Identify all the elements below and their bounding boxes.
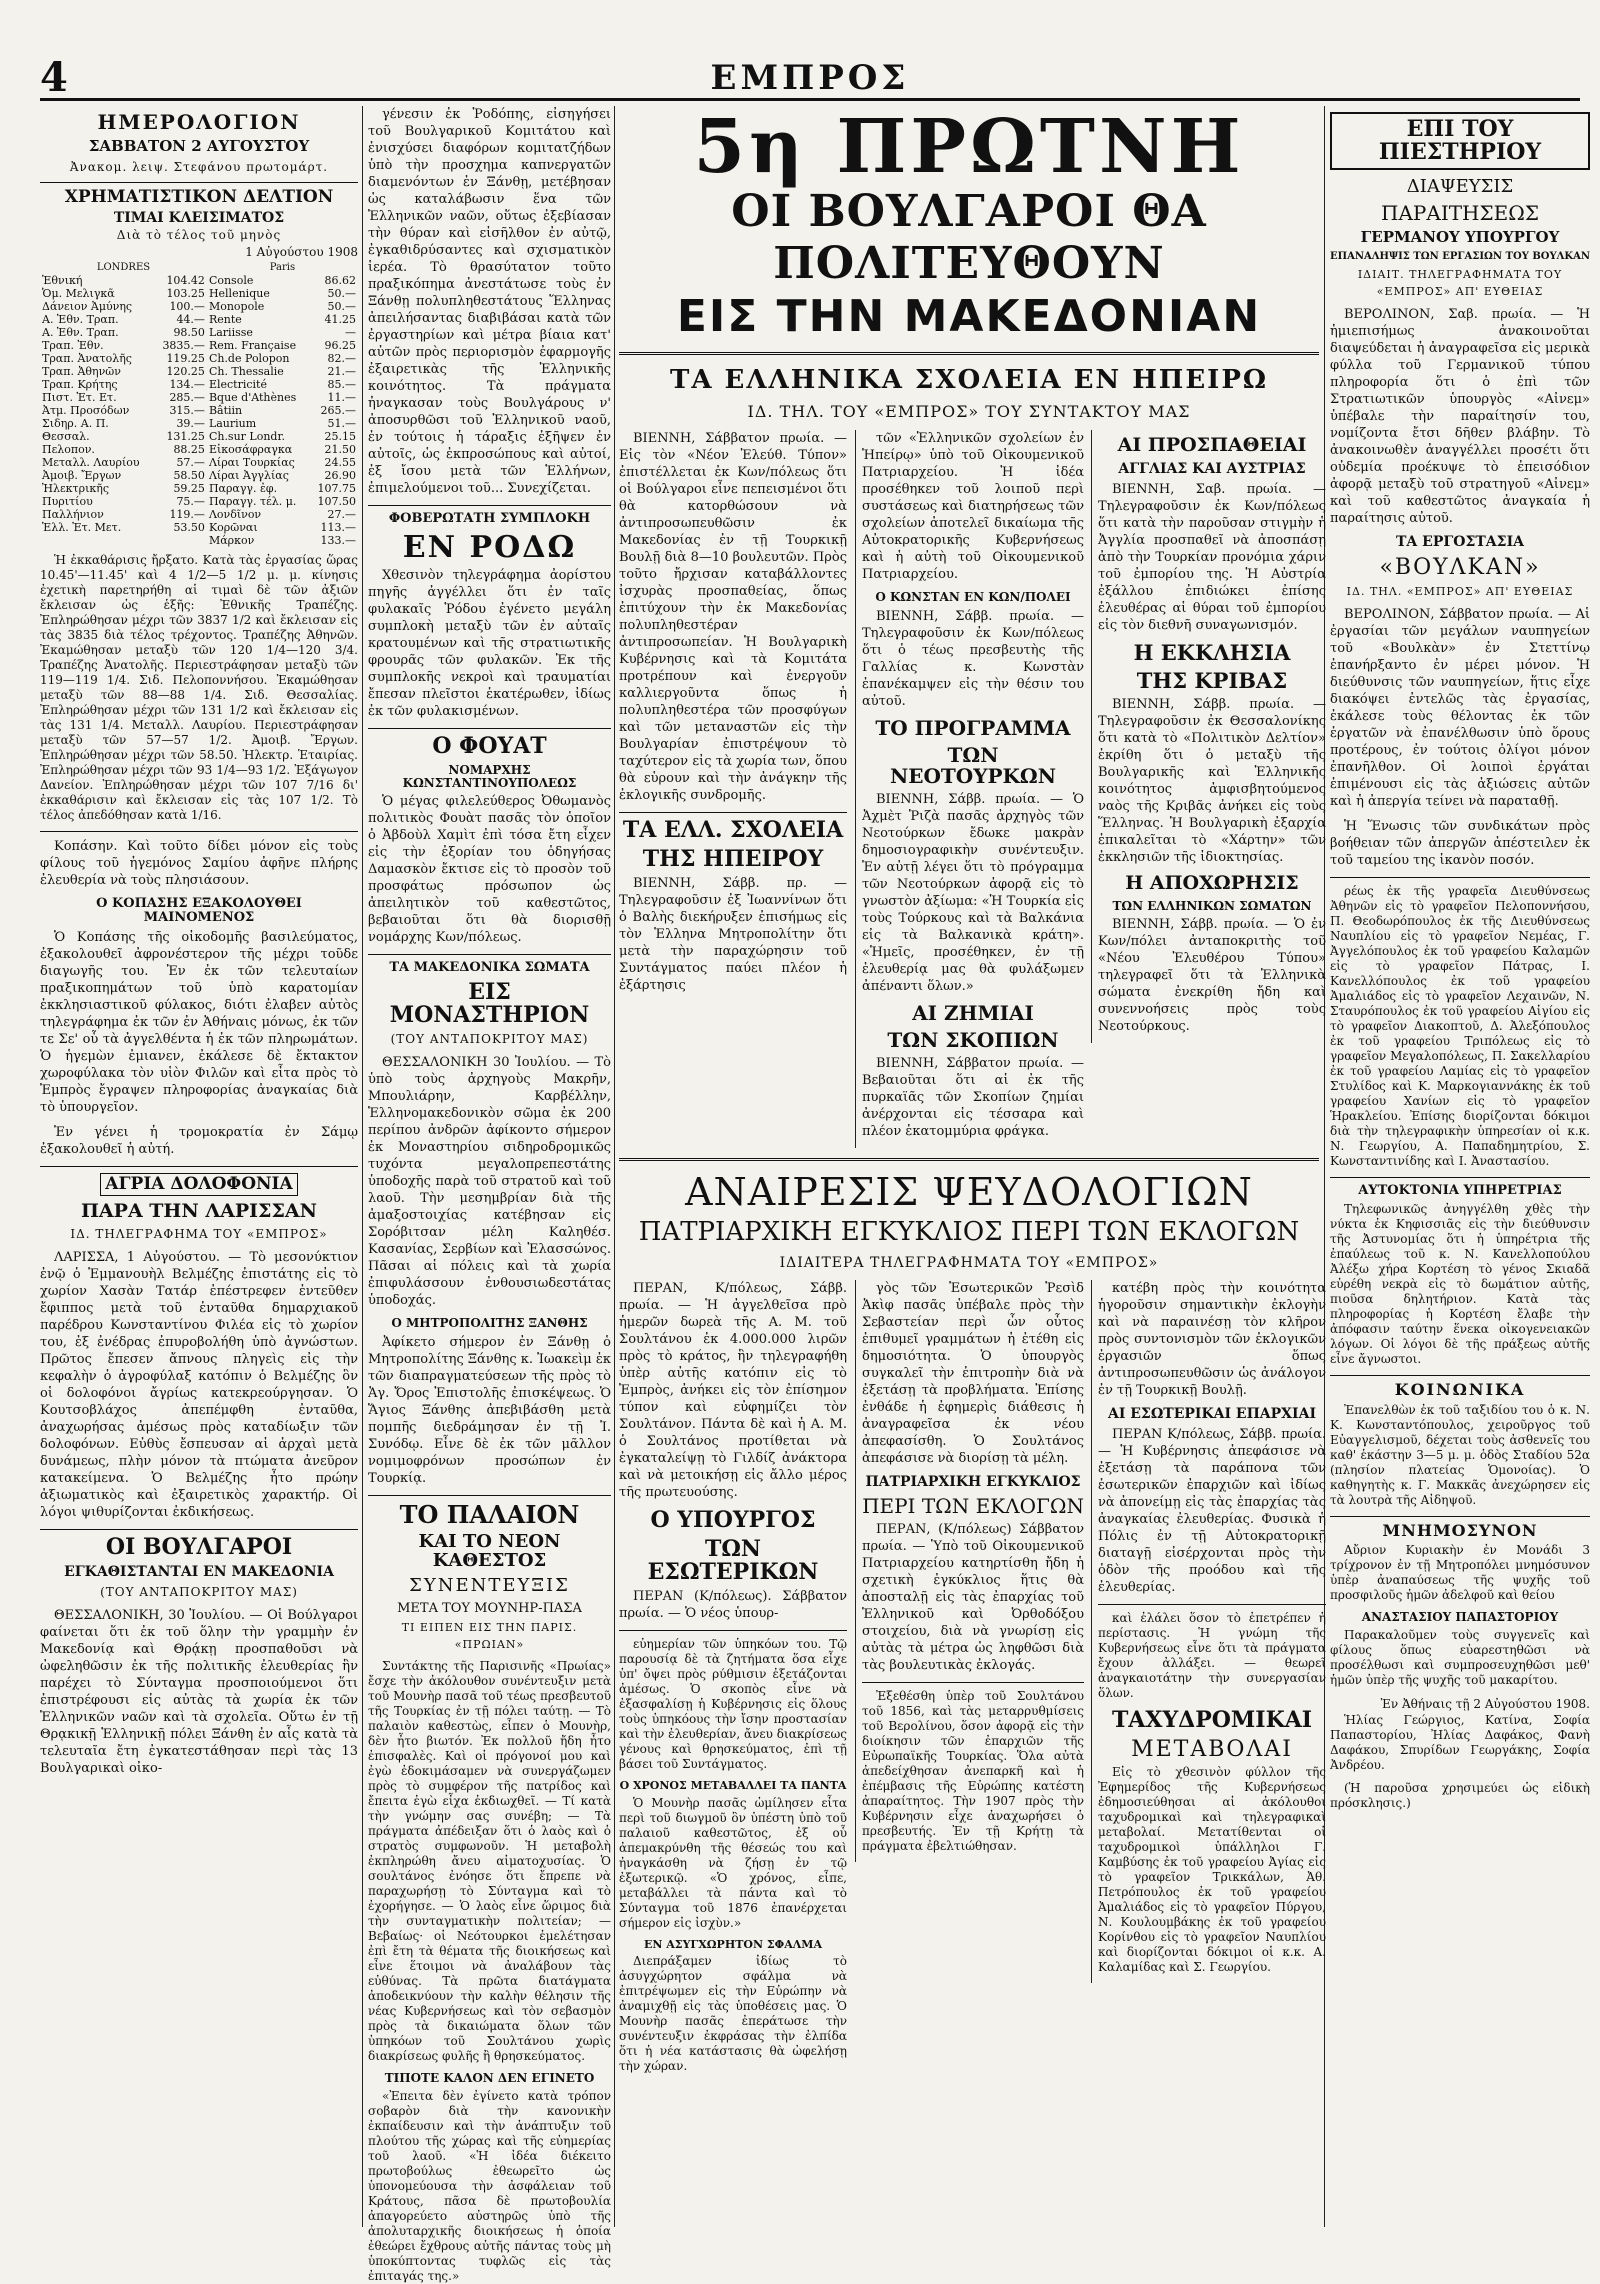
schools-continuation: τῶν «Ἑλληνικῶν σχολείων ἐν Ἠπείρῳ» ὑπὸ τοῦ Οἰκουμενικοῦ Πατριαρχείου. Ἡ ἰδέα προσέθηκεν τοῦ λοιποῦ περὶ συστάσεως καὶ διατηρήσεως τῶν σχολείων ἀποτελεῖ δικαίωμα τῆς Αὐτοκρατορικῆς Κυβερνήσεως καὶ ἡ αὐτὴ τοῦ Οἰκουμενικοῦ Πατριαρχείου.	[862, 431, 1084, 582]
divider	[1330, 1177, 1590, 1178]
market-security: Εἰκοσάφραγκα	[208, 443, 293, 457]
interview-text: Συντάκτης τῆς Παρισινῆς «Πρωίας» ἔσχε τὴν ἀκόλουθον συνέντευξιν μετὰ τοῦ Μουνὴρ πασᾶ τοῦ τέως πρεσβευτοῦ τῆς Τουρκίας ἐν τῇ πόλει ταύτῃ. — Τὸ παλαιὸν καθεστὼς, εἶπεν ὁ Μουνὴρ, δὲν ἦτο βιωτόν. Ἐκ πολλοῦ ἤδη ἦτο ἐπισφαλὲς. Καὶ οἱ πρόγονοί μου καὶ ἐγὼ ἐδοκιμάσαμεν νὰ συνεργάζωμεν πρὸς τὸ συμφέρον τῆς πατρίδος καὶ ἔπειτα ἐγὼ εἶχα ἐκδιωχθεῖ. — Τί κατὰ τὴν γνώμην σας συνέβη; — Τὰ πράγματα ἀπέδειξαν ὅτι ὁ λαὸς καὶ ὁ στρατὸς συμφωνοῦν. Ἡ μεταβολὴ ἐκπληρώθη ἄνευ αἱματοχυσίας. Ὁ σουλτάνος ἐνόησε ὅτι ἔπρεπε νὰ παραχωρήσῃ τὸ Σύνταγμα καὶ τὸ ἐχορήγησε. — Ὁ λαὸς εἶνε ὥριμος διὰ τὴν συνταγματικὴν πολιτείαν; — Βεβαίως· οἱ Νεότουρκοι ἐμελέτησαν ἐπὶ ἔτη τὰ θέματα τῆς διοικήσεως καὶ εἶνε ἕτοιμοι νὰ ἀναλάβουν τὰς εὐθύνας. Τὰ πρῶτα διατάγματα ἀποδεικνύουν τὴν καλὴν θέλησιν τῆς νέας Κυβερνήσεως καὶ τὸν σεβασμὸν πρὸς τὰ δικαιώματα ὅλων τῶν ὑπηκόων τοῦ Σουλτάνου χωρὶς διακρίσεως φυλῆς ἢ θρησκεύματος.	[368, 1659, 611, 2064]
market-price: 98.50	[173, 326, 205, 340]
market-security: Παραγγ. ἐφ.	[208, 482, 278, 496]
market-row	[40, 300, 358, 313]
time-changes-text: Ὁ Μουνὴρ πασᾶς ὡμίλησεν εἶτα περὶ τοῦ διωγμοῦ ὃν ὑπέστη ὑπὸ τοῦ παλαιοῦ καθεστῶτος, ἐξ οὗ ἀπεμακρύνθη τῆς θέσεώς του καὶ ἠναγκάσθη νὰ ζήσῃ ἐν τῷ ἐξωτερικῷ. «Ὁ χρόνος, εἶπε, μεταβάλλει τὰ πάντα καὶ τὸ Σύνταγμα τοῦ 1876 ἐπανέρχεται σήμερον εἰς ἰσχὺν.»	[619, 1795, 847, 1930]
fouat-text: Ὁ μέγας φιλελεύθερος Ὀθωμανὸς πολιτικὸς Φουὰτ πασᾶς τὸν ὁποῖον ὁ Ἀβδοὺλ Χαμὶτ ἐπὶ τόσα ἔτη εἶχεν εἰς τὴν ἐξορίαν του ὁδηγήσας Δαμασκὸν ἔκτισε εἰς τὸ προσὸν τοῦ προσφάτως πρόσωπον ὡς ἀπειλητικὸν τοῦ καθεστῶτος, βεβαιοῦται ὅτι θὰ διορισθῇ νομάρχης Κων/πόλεως.	[368, 794, 611, 946]
market-row	[40, 469, 358, 482]
vienna-text: ΒΙΕΝΝΗ, Σάββατον πρωία. — Εἰς τὸν «Νέον Ἐλεύθ. Τύπον» ἐπιστέλλεται ἐκ Κων/πόλεως ὅτι οἱ Βούλγαροι εἶνε πεπεισμένοι ὅτι θὰ κατορθώσουν νὰ ἀντιπροσωπευθῶσιν ἐκ Μακεδονίας ἐν τῇ Τουρκικῇ Βουλῇ διὰ 8—10 βουλευτῶν. Πρὸς τοῦτο ἤρχισαν καταβάλλοντες ἰσχυρὰς προσπαθείας, ὅπως ἐπιτύχουν τὴν ἐκ Μακεδονίας πολυπληθεστέραν ἀντιπροσωπείαν. Ἡ Βουλγαρικὴ Κυβέρνησις καὶ τὰ Κομιτάτα προτρέπουν καὶ ἐνεργοῦν καλλιεργοῦντα ὅπως ἡ πολυπληθεστέρα τῶν προσφύγων καὶ τῶν μεταναστῶν εἰς τὴν Βουλγαρίαν ἐπιστρέψουν τὸ ταχύτερον εἰς τὰ χωρία των, ὅπου θὰ εὑρουν καὶ τὴν ἀνάγκην τῆς ἐκλογικῆς συνδρομῆς.	[619, 431, 847, 803]
regime-title-2: ΚΑΙ ΤΟ ΝΕΟΝ ΚΑΘΕΣΤΟΣ	[418, 1531, 561, 1571]
kopani-end: Ἐν γένει ἡ τρομοκρατία ἐν Σάμῳ ἐξακολουθεῖ ἡ αὐτή.	[40, 1124, 358, 1157]
divider	[862, 1682, 1084, 1683]
newspaper-title: ΕΜΠΡΟΣ	[710, 58, 910, 98]
bulgarians-text: ΘΕΣΣΑΛΟΝΙΚΗ, 30 Ἰουλίου. — Οἱ Βούλγαροι φαίνεται ὅτι ἐκ τοῦ ὅλην τὴν γραμμὴν ἐν Μακεδονίᾳ καὶ Θρᾴκῃ προσπαθοῦσι νὰ ὠφεληθῶσιν ἐκ τῆς πολιτικῆς ἐλευθερίας ἣν παρέχει τὸ Σύνταγμα προσποιούμενοι ὅτι ἐπιστρέφουσι εἰς αὐτὰς τὰ χωρία ἐκ τῶν Ἑλληνικῶν ναῶν καὶ τὰ σχολεῖα. Οὕτω ἐν τῇ Θρᾳκικῇ Ἑλληνικῇ πόλει Ξάνθη ἐν αἷς κατὰ τὰ τελευταῖα ἔτη ἐγκατεστάθησαν περὶ τὰς 13 Βουλγαρικαὶ οἰκο-	[40, 1608, 358, 1777]
market-security: Τραπ. Κρήτης	[42, 378, 118, 392]
larisa-title-2: ΠΑΡΑ ΤΗΝ ΛΑΡΙΣΣΑΝ	[80, 1200, 318, 1223]
divider	[40, 1529, 358, 1530]
provinces-title: ΑΙ ΕΣΩΤΕΡΙΚΑΙ ΕΠΑΡΧΙΑΙ	[1107, 1406, 1317, 1422]
monastir-title-2: ΕΙΣ ΜΟΝΑΣΤΗΡΙΟΝ	[389, 979, 590, 1029]
main-col-b	[855, 430, 1084, 1148]
social-title: ΚΟΙΝΩΝΙΚΑ	[1394, 1379, 1526, 1399]
market-price: 120.25	[166, 365, 205, 379]
market-price: 53.50	[173, 521, 205, 535]
main-headline: ΟΙ ΒΟΥΛΓΑΡΟΙ ΘΑ ΠΟΛΙΤΕΥΘΟΥΝ	[731, 186, 1207, 289]
withdrawal-title-2: ΤΩΝ ΕΛΛΗΝΙΚΩΝ ΣΩΜΑΤΩΝ	[1112, 898, 1312, 913]
divider	[619, 1158, 1319, 1161]
postal-text: Εἰς τὸ χθεσινὸν φύλλον τῆς Ἐφημερίδος τῆς Κυβερνήσεως ἐδημοσιεύθησαι αἱ ἀκόλουθοι ταχυδρομικαὶ καὶ τηλεγραφικαὶ μεταβολαί. Μετατίθενται οἱ ταχυδρομικοὶ ὑπάλληλοι Γ. Καμβύσης ἐκ τοῦ γραφείου Ἀγίας εἰς τὸ γραφεῖον Τρικκάλων, Ἀθ. Πετρόπουλος ἐκ τοῦ γραφείου Ἀμαλιάδος εἰς τὸ γραφεῖον Πύργου, Ν. Κουλουμβάκης ἐκ τοῦ γραφείου Κορίνθου εἰς τὸ γραφεῖον Ναυπλίου καὶ διορίζονται δόκιμοι οἱ κ.κ. Α. Καλαμίδας καὶ Σ. Γεωργίου.	[1098, 1764, 1326, 1974]
denial-title: ΔΙΑΨΕΥΣΙΣ	[1406, 176, 1514, 198]
divider	[619, 812, 847, 813]
peran-text-2: γὸς τῶν Ἐσωτερικῶν Ῥεσὶδ Ἀκὶφ πασᾶς ὑπέβαλε πρὸς τὴν Σεβαστείαν περὶ ὧν οὗτος ἐπιθυμεῖ γραμμάτων ἡ ἐτέθη εἰς δημοσιότητα. Ὁ ὑπουργὸς συγκαλεῖ τὴν ἐπιτροπὴν διὰ νὰ ἐξετάσῃ τὰ προβλήματα. Ἐπίσης ἐνθάδε ἡ ἐφημερὶς διάθεσις ἡ ἀναγραφεῖσα ἐκ νέου ἀπεφασίσθη. Ὁ Σουλτάνος ἀπεφάσισε νὰ διορίσῃ τὰ μέλη.	[862, 1281, 1084, 1466]
market-security: Ἑλλ. Ἐτ. Μετ.	[42, 521, 122, 535]
postal-title-2: ΜΕΤΑΒΟΛΑΙ	[1131, 1736, 1293, 1762]
berlin-text-1: ΒΕΡΟΛΙΝΟΝ, Σαβ. πρωία. — Ἡ ἡμιεπισήμως ἀνακοινοῦται διαψεύδεται ἡ ἀναγραφεῖσα εἰς μερικὰ φύλλα τοῦ Γερμανικοῦ τύπου πληροφορία ὅτι ὁ ἐπὶ τῶν Στρατιωτικῶν ὑπουργὸς «Αἰνεμ» ὑπέβαλε τὴν παραίτησίν του, νομίζοντα ἔτσι δῆθεν βλάβην. Τὸ ἀνακοινωθὲν ἀναγγέλλει προσέτι ὅτι οὐδεμία προέκυψε τὸ ἐπεισόδιον ἀφορᾷ μεταξὺ τοῦ στρατηγοῦ «Αἰνεμ» καὶ τοῦ καθεστῶτος ἀναγκαία ἡ παραίτησις αὐτοῦ.	[1330, 307, 1590, 527]
market-price: 3835.—	[162, 339, 205, 353]
market-security	[40, 534, 155, 547]
market-notes: Ἡ ἐκκαθάρισις ἤρξατο. Κατὰ τὰς ἐργασίας ὥρας 10.45'—11.45' καὶ 4 1/2—5 1/2 μ. μ. κίνησις ἐχετικὴ παρετηρήθη αἱ τιμαὶ δὲ τῶν ἀξιῶν ἔκλεισαν ὡς ἑξῆς: Ἐθνικῆς Τραπέζης. Ἐπληρώθησαν μέχρι τῶν 3837 1/2 καὶ ἔκλεισαν εἰς τὰς 3835 διὰ τέλος τρέχοντος. Τραπέζης Ἀθηνῶν. Ἐκαμώθησαν μεταξὺ τῶν 120 1/4—120 3/4. Τραπέζης Ἀνατολῆς. Περιεστράφησαν μεταξὺ τῶν 119—119 1/4. Σιδ. Πελοποννήσου. Ἐκαμώθησαν μεταξὺ τῶν 88—88 1/4. Σιδ. Θεσσαλίας. Ἐπληρώθησαν μέχρι τῶν 131 1/2 καὶ ἔκλεισαν εἰς τὰς 131 1/4. Μεταλλ. Λαυρίου. Περιεστράφησαν μεταξὺ τῶν 57—57 1/2. Ἀμοιβ. Ἔργων. Ἐπληρώθησαν μέχρι τῶν 58.50. Ἠλεκτρ. Ἑταιρίας. Ἐπληρώθησαν μέχρι τῶν 93 1/4—93 1/2. Ἐξάγωγον Δανείον. Ἐπληρώθησαν μέχρι τῶν 107 7/16 δι' ἐκκαθάρισιν καὶ ἔκλεισαν εἰς τὰς 107 1/2. Τὸ τέλος ἀπεδόθησαν κατὰ 1/16.	[40, 553, 358, 823]
market-security: Console	[208, 274, 254, 288]
divider	[40, 1166, 358, 1167]
market-security: Τραπ. Ἀθηνῶν	[42, 365, 121, 379]
efforts-title: ΑΙ ΠΡΟΣΠΑΘΕΙΑΙ	[1117, 434, 1307, 456]
program-title: ΤΟ ΠΡΟΓΡΑΜΜΑ	[875, 715, 1071, 740]
market-security: Τραπ. Ἀνατολῆς	[42, 352, 132, 366]
market-title: ΧΡΗΜΑΤΙΣΤΙΚΟΝ ΔΕΛΤΙΟΝ	[64, 186, 334, 207]
bulgarians-title-2: ΕΓΚΑΘΙΣΤΑΝΤΑΙ ΕΝ ΜΑΚΕΔΟΝΙΑ	[64, 1564, 334, 1581]
time-changes-title: Ο ΧΡΟΝΟΣ ΜΕΤΑΒΑΛΛΕΙ ΤΑ ΠΑΝΤΑ	[619, 1779, 847, 1793]
patriarchal-title-2: ΠΕΡΙ ΤΩΝ ΕΚΛΟΓΩΝ	[862, 1493, 1084, 1518]
market-security: Ch.de Polopon	[208, 352, 290, 366]
market-price: 315.—	[169, 404, 205, 418]
market-row	[40, 417, 358, 430]
market-price: 285.—	[169, 391, 205, 405]
factories-title: ΤΑ ΕΡΓΟΣΤΑΣΙΑ	[1396, 534, 1524, 551]
market-row	[40, 508, 358, 521]
market-price: 133.—	[320, 534, 356, 548]
calendar-title: ΗΜΕΡΟΛΟΓΙΟΝ	[97, 110, 301, 134]
market-security: Electricité	[208, 378, 267, 392]
divider	[368, 728, 611, 729]
market-security: Παραγγ. τέλ. μ.	[208, 495, 297, 509]
market-price: 50.—	[327, 287, 356, 301]
memorial-date: Ἐν Ἀθήναις τῇ 2 Αὐγούστου 1908.	[1380, 1696, 1590, 1711]
error-title: ΕΝ ΑΣΥΓΧΩΡΗΤΟΝ ΣΦΑΛΜΑ	[643, 1937, 823, 1951]
social-text: Ἐπανελθὼν ἐκ τοῦ ταξιδίου του ὁ κ. Ν. Κ. Κωνσταντόπουλος, χειροῦργος τοῦ Εὐαγγελισμοῦ, δέχεται τοὺς ἀσθενεῖς του καθ' ἑκάστην 3—5 μ. μ. ὁδὸς Σταδίου 52α (πλησίον πλατείας Ὁμονοίας). Ὁ καθηγητὴς κ. Γ. Μακκᾶς ἀνεχώρησεν εἰς τὰ λουτρὰ τῆς Αἰδηψοῦ.	[1330, 1402, 1590, 1507]
market-table	[40, 261, 358, 547]
regime-title: ΤΟ ΠΑΛΑΙΟΝ	[399, 1499, 580, 1529]
larisa-subtitle: ΙΔ. ΤΗΛΕΓΡΑΦΗΜΑ ΤΟΥ «ΕΜΠΡΟΣ»	[70, 1227, 328, 1242]
memorial-note: (Ἡ παροῦσα χρησιμεύει ὡς εἰδικὴ πρόσκλησις.)	[1330, 1780, 1590, 1810]
market-price: 24.55	[324, 456, 356, 470]
market-row	[40, 326, 358, 339]
xanthi-metropolitan-title: Ο ΜΗΤΡΟΠΟΛΙΤΗΣ ΞΑΝΘΗΣ	[391, 1316, 588, 1331]
kriva-title-2: ΤΗΣ ΚΡΙΒΑΣ	[1136, 667, 1288, 693]
top-headline: 5η ΠΡΩΤΝΗ	[693, 104, 1245, 190]
market-security: Ch.sur Londr.	[208, 430, 286, 444]
memorial-title: ΜΝΗΜΟΣΥΝΟΝ	[1382, 1520, 1538, 1540]
market-security: Monopole	[208, 300, 265, 314]
damages-text: ΒΙΕΝΝΗ, Σάββατον πρωία. — Βεβαιοῦται ὅτι αἱ ἐκ τῆς πυρκαϊᾶς τῶν Σκοπίων ζημίαι ἀνέρχονται εἰς τέσσαρα καὶ πλέον ἑκατομμύρια φράγκα.	[862, 1055, 1084, 1139]
divider	[1330, 1375, 1590, 1376]
lower-text-3: καὶ ἐλάλει ὅσον τὸ ἐπετρέπεν ἡ περίστασις. Ἡ γνώμη τῆς Κυβερνήσεως εἶνε ὅτι τὰ πράγματα ἔχουν ἀλλάξει. — θεωρεῖ ἀναγκαιοτάτην τὴν συνεργασίαν ὅλων.	[1098, 1610, 1326, 1700]
market-security: Λίραι Τουρκίας	[208, 456, 295, 470]
epirus-schools-title-2: ΤΗΣ ΗΠΕΙΡΟΥ	[642, 846, 824, 873]
rodos-text: Χθεσινὸν τηλεγράφημα ἀορίστου πηγῆς ἀγγέλλει ὅτι ἐν ταῖς φυλακαῖς Ῥόδου ἐγένετο μεγάλη συμπλοκὴ μεταξὺ τῶν ἐν αὐταῖς κρατουμένων καὶ τῆς στρατιωτικῆς φρουρᾶς τῶν φυλακῶν. Ἐκ τῆς συμπλοκῆς νεκροὶ καὶ τραυματίαι ἔπεσαν πλεῖστοι ἑκατέρωθεν, ἰδίως ἐκ τῶν φυλακισμένων.	[368, 568, 611, 720]
lower-col-c	[1091, 1280, 1326, 1983]
market-row	[40, 404, 358, 417]
divider	[1098, 1604, 1326, 1605]
market-price: 85.—	[327, 378, 356, 392]
market-price: 100.—	[169, 300, 205, 314]
masthead	[40, 54, 1580, 104]
market-security: Rem. Française	[208, 339, 297, 353]
suicide-title: ΑΥΤΟΚΤΟΝΙΑ ΥΠΗΡΕΤΡΙΑΣ	[1358, 1183, 1562, 1199]
market-price: 88.25	[173, 443, 205, 457]
market-security: Α. Ἐθν. Τραπ.	[42, 313, 119, 327]
column-divider	[362, 106, 363, 2227]
market-price	[155, 534, 207, 547]
market-security: Δάνειον Ἀμύνης	[42, 300, 133, 314]
memorial-text: Αὔριον Κυριακὴν ἐν Μονάδι 3 τρίχρονον ἐν τῇ Μητροπόλει μνημόσυνον ὑπὲρ ἀναπαύσεως τῆς ψυχῆς τοῦ προσφιλοῦς ἡμῶν ἀδελφοῦ καὶ θείου	[1330, 1543, 1590, 1603]
market-subtitle: ΤΙΜΑΙ ΚΛΕΙΣΙΜΑΤΟΣ	[113, 209, 285, 226]
main-col-a	[619, 430, 847, 1002]
constans-title: Ο ΚΩΝΣΤΑΝ ΕΝ ΚΩΝ/ΠΟΛΕΙ	[875, 590, 1071, 604]
vulcan-title: «ΒΟΥΛΚΑΝ»	[1379, 555, 1541, 581]
resignation-title: ΠΑΡΑΙΤΗΣΕΩΣ	[1381, 201, 1539, 226]
market-row	[40, 352, 358, 365]
market-security: Α. Ἐθν. Τραπ.	[42, 326, 119, 340]
market-price: 58.50	[173, 469, 205, 483]
memorial-text-2: Παρακαλοῦμεν τοὺς συγγενεῖς καὶ φίλους ὅπως εὐαρεστηθῶσι νὰ προσέλθωσι καὶ συμπροσευχηθῶσι μεθ' ἡμῶν ὑπὲρ τῆς ψυχῆς τοῦ μακαρίτου.	[1330, 1627, 1590, 1687]
column-divider	[614, 106, 615, 2227]
divider	[619, 352, 1319, 355]
divider	[619, 1630, 847, 1631]
market-price: 41.25	[324, 313, 356, 327]
larisa-text: ΛΑΡΙΣΣΑ, 1 Αὐγούστου. — Τὸ μεσονύκτιον ἐνῷ ὁ Ἐμμανουὴλ Βελμέζης ἐπιστάτης εἰς τὸ χωρίον Χασὰν Τατάρ ἐπέστρεφεν ἐντεῦθεν ἔφιππος μετὰ τοῦ ἐνταῦθα δημαρχιακοῦ παρέδρου Κωνσταντίνου Φιλέα εἰς τὸ χωρίον του, ἐξ ἐνέδρας ἐπυροβολήθη ὑπὸ ἀγνώστων. Πρῶτος ἔπεσεν ἄπνους πληγεὶς εἰς τὴν κεφαλὴν ὁ ἀγροφύλαξ κατόπιν ὁ Βελμέζης ὃν οἱ δολοφόνοι ἄγρίως κατεκρεούργησαν. Ὁ Κουτσοβλάχος ἀπεπέμφθη ἐνταῦθα, ἀναχωρήσας ἀμέσως πρὸς καταδίωξιν τῶν δολοφόνων. Εὐθὺς ἔσπευσαν αἱ ἀρχαὶ μετὰ δυνάμεως, πλὴν μόνον τὰ πτώματα ἀνεῦρον κατακείμενα. Ὁ Βελμέζης ἦτο πρώην ἀξιωματικὸς καὶ ἐξαιρετικὸς χαρακτήρ. Οἱ λόγοι ψιθυρίζονται ἐκδικήσεως.	[40, 1250, 358, 1521]
market-price: 104.42	[166, 274, 205, 288]
market-security: Lariisse	[208, 326, 253, 340]
rodos-title-2: ΕΝ ΡΟΔΩ	[402, 529, 577, 565]
berlin-text-3: Ἡ Ἕνωσις τῶν συνδικάτων πρὸς βοήθειαν τῶν ἀπεργῶν ἀπέστειλεν ἐκ τοῦ ταμείου της ἱκανὸν ποσόν.	[1330, 819, 1590, 869]
epirus-schools-title: ΤΑ ΕΛΛ. ΣΧΟΛΕΙΑ	[622, 817, 844, 843]
market-security: Πυριτίου	[42, 495, 93, 509]
market-price: 44.—	[176, 313, 205, 327]
lower-text-2: Ἐξεθέσθη ὑπὲρ τοῦ Σουλτάνου τοῦ 1856, καὶ τὰς μεταρρυθμίσεις τοῦ Βερολίνου, ὅσον ἀφορᾷ εἰς τὴν διοίκησιν τῶν ἐπαρχιῶν τῆς Εὐρωπαϊκῆς Τουρκίας. Ὅλα αὐτὰ ἀπεδείχθησαν ἀνεπαρκῆ καὶ ἡ ἐπέμβασις τῆς Εὐρώπης κατέστη ἀπαραίτητος. Τὴν 1907 πρὸς τὴν Κυβέρνησιν εἶχε ἀναχωρήσει ὁ πρεσβευτής. Ἐν τῇ Κρήτῃ τὰ πράγματα ἐβελτιώθησαν.	[862, 1688, 1084, 1853]
bulgarians-subtitle: (ΤΟΥ ΑΝΤΑΠΟΚΡΙΤΟΥ ΜΑΣ)	[100, 1585, 298, 1600]
market-row	[40, 378, 358, 391]
withdrawal-text: ΒΙΕΝΝΗ, Σάββ. πρωία. — Ὁ ἐν Κων/πόλει ἀνταποκριτὴς τοῦ «Νέου Ἐλευθέρου Τύπου» τηλεγραφεῖ ὅτι τὰ Ἑλληνικὰ σώματα ἐνεκρίθη ἤδη καὶ συνεννοήσεις πρὸς τοὺς Νεοτούρκους.	[1098, 917, 1326, 1035]
program-text: ΒΙΕΝΝΗ, Σάββ. πρωία. — Ὁ Ἀχμὲτ Ῥιζὰ πασᾶς ἀρχηγὸς τῶν Νεοτούρκων ἔδωκε μακρὰν δημοσιογραφικὴν συνέντευξιν. Ἐν αὐτῇ λέγει ὅτι τὸ πρόγραμμα τῶν Νεοτούρκων ἀφορᾷ εἰς τὸ γνωστὸν ἀξίωμα: «Ἡ Τουρκία εἰς τοὺς Τούρκους καὶ τὰ Βαλκάνια εἰς τὰ Βαλκανικὰ κράτη». «Ἡμεῖς, προσέθηκεν, ἐν τῇ ἐλευθερίᾳ μας θὰ φυλάξωμεν ἀπέναντι ὅλων.»	[862, 791, 1084, 994]
interview-title-2: ΜΕΤΑ ΤΟΥ ΜΟΥΝΗΡ-ΠΑΣΑ	[397, 1600, 582, 1616]
patriarchal-text: ΠΕΡΑΝ, (Κ/πόλεως) Σάββατον πρωία. — Ὑπὸ τοῦ Οἰκουμενικοῦ Πατριαρχείου κατηρτίσθη ἤδη ἡ σχετικὴ ἐγκύκλιος ἥτις θὰ ἀποσταλῇ εἰς τὰς ἐπαρχίας τοῦ Ἑλληνικοῦ καὶ Ὀρθοδόξου στοιχείου, διὰ νὰ γνωρίσῃ εἰς αὐτὰς τὰ μέτρα ὡς ληφθῶσι διὰ τὰς βουλευτικὰς ἐκλογάς.	[862, 1521, 1084, 1673]
vulcan-resume-title: ΕΠΑΝΑΛΗΨΙΣ ΤΩΝ ΕΡΓΑΣΙΩΝ ΤΟΥ ΒΟΥΛΚΑΝ	[1330, 250, 1590, 262]
market-price: 21.50	[324, 443, 356, 457]
market-security: Ἀτμ. Προσόδων	[42, 404, 130, 418]
market-price: 113.—	[320, 521, 356, 535]
nothing-good-title: ΤΙΠΟΤΕ ΚΑΛΟΝ ΔΕΝ ΕΓΙΝΕΤΟ	[384, 2071, 595, 2086]
column-1	[40, 106, 358, 2227]
interview-title: ΣΥΝΕΝΤΕΥΞΙΣ	[409, 1574, 570, 1596]
market-row	[40, 534, 358, 547]
market-date: 1 Αὐγούστου 1908	[245, 245, 358, 260]
kopani-title: Ο ΚΟΠΑΣΗΣ ΕΞΑΚΟΛΟΥΘΕΙ ΜΑΙΝΟΜΕΝΟΣ	[96, 896, 302, 925]
market-security: Μεταλλ. Λαυρίου	[42, 456, 140, 470]
market-price: 26.90	[324, 469, 356, 483]
memorial-signatories: Ἡλίας Γεώργιος, Κατίνα, Σοφία Παπαστορίου, Ἠλίας Δαφάκος, Φανὴ Δαφάκου, Σπυρίδων Γεωργάκης, Σοφία Ἀνδρέου.	[1330, 1712, 1590, 1772]
market-security: Τραπ. Ἐθν.	[42, 339, 104, 353]
bulgarians-title: ΟΙ ΒΟΥΛΓΑΡΟΙ	[105, 1534, 293, 1561]
market-price: 103.25	[166, 287, 205, 301]
market-price: 131.25	[166, 430, 205, 444]
page-number: 4	[40, 54, 68, 101]
lower-col-a	[619, 1280, 847, 2082]
market-row	[40, 391, 358, 404]
damages-title: ΑΙ ΖΗΜΙΑΙ	[912, 1000, 1034, 1025]
market-row	[40, 521, 358, 534]
kriva-text: ΒΙΕΝΝΗ, Σάββ. πρωία. — Τηλεγραφοῦσιν ἐκ Θεσσαλονίκης ὅτι κατὰ τὸ «Πολιτικὸν Δελτίον» ἐκρίθη ὅτι ὁ μεταξὺ τῆς Βουλγαρικῆς καὶ Ἑλληνικῆς κοινότητος ἀμφισβητούμενος ναὸς τῆς Κριβᾶς ἀνήκει εἰς τοὺς Ἕλληνας. Ἡ Βουλγαρικὴ ἐξαρχία ἐπικαλεῖται τὸ «Χάρτην» τῶν ἐκκλησιῶν τῆς ἰδιοκτησίας.	[1098, 696, 1326, 865]
market-price: 119.25	[166, 352, 205, 366]
market-price: 82.—	[327, 352, 356, 366]
postal-title: ΤΑΧΥΔΡΟΜΙΚΑΙ	[1111, 1706, 1313, 1733]
minister-text: ΠΕΡΑΝ (Κ/πόλεως). Σάββατον πρωία. — Ὁ νέος ὑπουρ-	[619, 1589, 847, 1622]
market-security: Πελοπον.	[42, 443, 95, 457]
market-security: Παλλήνιον	[42, 508, 104, 522]
market-price: 59.25	[173, 482, 205, 496]
fouat-title-2: ΝΟΜΑΡΧΗΣ ΚΩΝΣΤΑΝΤΙΝΟΥΠΟΛΕΩΣ	[402, 763, 577, 790]
larisa-title: ΑΓΡΙΑ ΔΟΛΟΦΟΝΙΑ	[100, 1173, 297, 1197]
kriva-title: Η ΕΚΚΛΗΣΙΑ	[1133, 639, 1291, 665]
market-london-header: LONDRES	[96, 262, 151, 274]
monastir-text: ΘΕΣΣΑΛΟΝΙΚΗ 30 Ἰουλίου. — Τὸ ὑπὸ τοὺς ἀρχηγοὺς Μακρῆν, Μπουλιάρην, Καρβέλλην, Ἑλληνομακεδονικὸν σῶμα ἐκ 200 περίπου ἀνδρῶν ἀφίκοντο σήμερον ἐκ Μοναστηρίου σιδηροδρομικῶς τυχόντα μεγαλοπρεπεστάτης ὑποδοχῆς παρὰ τοῦ στρατοῦ καὶ τοῦ λαοῦ. Τὴν μεσημβρίαν διὰ τῆς ἀμαξοστοιχίας κατέβησαν εἰς Σορόβιτσαν μέλη Καληθέσ. Κασανίας, Σερβίων καὶ Ἐλασσώνος. Πᾶσαι αἱ πόλεις καὶ τὰ χωρία ἐπιφυλάσσουν ἐνθουσιωδεστάτας ὑποδοχάς.	[368, 1055, 611, 1309]
market-subtitle-2: Διὰ τὸ τέλος τοῦ μηνὸς	[116, 228, 282, 243]
market-security: Λονδῖνον	[208, 508, 262, 522]
market-security: Μάρκον	[208, 534, 255, 548]
masthead-rule	[40, 98, 1580, 101]
market-price: 11.—	[327, 391, 356, 405]
market-row	[40, 430, 358, 443]
divider	[368, 505, 611, 506]
calendar-saint: Ἀνακομ. λειψ. Στεφάνου πρωτομάρτ.	[69, 159, 329, 174]
fouat-title: Ο ΦΟΥΑΤ	[432, 733, 547, 760]
market-security: Rente	[208, 313, 242, 327]
calendar-date: ΣΑΒΒΑΤΟΝ 2 ΑΥΓΟΥΣΤΟΥ	[88, 137, 310, 155]
market-row	[40, 456, 358, 469]
epirus-schools-text: ΒΙΕΝΝΗ, Σάββ. πρ. — Τηλεγραφοῦσιν ἐξ Ἰωαννίνων ὅτι ὁ Βαλὴς διεκήρυξεν ἐπισήμως εἰς τὸν Ἑλληνα Μητροπολίτην ὅτι μετὰ τὴν παραχώρησιν τοῦ Συντάγματος παύει πλέον ἡ ἐξάρτησις	[619, 876, 847, 994]
market-price: 119.—	[169, 508, 205, 522]
rodos-title: ΦΟΒΕΡΩΤΑΤΗ ΣΥΜΠΛΟΚΗ	[388, 511, 591, 526]
divider	[1330, 1516, 1590, 1517]
withdrawal-title: Η ΑΠΟΧΩΡΗΣΙΣ	[1125, 871, 1299, 894]
market-row	[40, 274, 358, 287]
peran-text: ΠΕΡΑΝ, Κ/πόλεως, Σάββ. πρωία. — Ἡ ἀγγελθεῖσα πρὸ ἡμερῶν δωρεὰ τῆς Α. Μ. τοῦ Σουλτάνου ἐκ 4.000.000 λιρῶν πρὸς τὸ κράτος, ἣν τηλεγραφήθη ὑπὲρ αὐτῆς κατόπιν εἰς τὸ Ἐμπρὸς, ἀνήκει εἰς τὸν ἐπίσημον τύπον καὶ εὐφημίζει τὸν Σουλτάνον. Πάντα δὲ καὶ ἡ Α. Μ. ὁ Σουλτάνος προτίθεται νὰ ἐγκαταλείψῃ τὸ Γιλδίζ ἀνάκτορα καὶ νὰ μετοικήσῃ εἰς ἄλλο μέρος τῆς πρωτευούσης.	[619, 1281, 847, 1500]
monastir-subtitle: (ΤΟΥ ΑΝΤΑΠΟΚΡΙΤΟΥ ΜΑΣ)	[390, 1032, 589, 1047]
market-price: 25.15	[324, 430, 356, 444]
error-text: Διεπράξαμεν ἰδίως τὸ ἀσυγχώρητον σφάλμα νὰ ἐπιτρέψωμεν εἰς τὴν Εὐρώπην νὰ ἀναμιχθῇ εἰς τὰς ὑποθέσεις μας. Ὁ Μουνὴρ πασᾶς ἐπεράτωσε τὴν συνέντευξιν ἐκφράσας τὴν ἐλπίδα ὅτι ἡ νέα κατάστασις θὰ ὠφελήσῃ τὴν χώραν.	[619, 1954, 847, 2074]
minister-title-2: ΤΩΝ ΕΣΩΤΕΡΙΚΩΝ	[647, 1536, 819, 1586]
provinces-text: ΠΕΡΑΝ Κ/πόλεως, Σάββ. πρωία. — Ἡ Κυβέρνησις ἀπεφάσισε νὰ ἐξετάσῃ τὰ παράπονα τῶν ἐσωτερικῶν ἐπαρχιῶν καὶ ἰδίως νὰ ἀπονείμῃ εἰς τὰς ἐπαρχίας τὰς ἀναγκαίας ἐλευθερίας. Φυσικὰ ἡ Πόλις ἐν τῇ Αὐτοκρατορικῇ διαταγῇ εἰσέρχονται πρὸς τὴν ὁδὸν τῆς προόδου καὶ τῆς ἐλευθερίας.	[1098, 1426, 1326, 1595]
peran-text-3: κατέβη πρὸς τὴν κοινότητα ἡγοροῦσιν σημαντικὴν ἐκλογὴν καὶ νὰ παραινέσῃ τὸν κλῆρον πρὸς συντονισμὸν τῶν ἐκλογικῶν ἐργασιῶν ὅπως ἀντιπροσωπευθῶσιν ὡς ἀνάλογον ἐν τῇ Τουρκικῇ Βουλῇ.	[1098, 1281, 1326, 1398]
column-2	[368, 106, 611, 2283]
market-security: Κορῶναι	[208, 521, 258, 535]
market-security: Laurium	[208, 417, 257, 431]
market-paris-header: Paris	[269, 262, 296, 274]
market-price: 96.25	[324, 339, 356, 353]
appointments-text: ρέως ἐκ τῆς γραφεῖα Διευθύνσεως Ἀθηνῶν εἰς τὸ γραφεῖον Πελοποννήσου, Π. Θεοδωρόπουλος ἐκ τῆς Διευθύνσεως Ναυπλίου εἰς τὸ γραφεῖον Νεμέας, Γ. Ἀγγελόπουλος ἐκ τοῦ γραφείου Καλαμῶν εἰς τὸ γραφεῖον Πάτρας, Ι. Κανελλόπουλος ἐκ τοῦ γραφείου Ἀμαλιάδος εἰς τὸ γραφεῖον Λεχαινῶν, Ν. Σταυρόπουλος ἐκ τοῦ γραφείου Αἰγίου εἰς τὸ γραφεῖον Διακοπτοῦ, Δ. Ἀλεξόπουλος ἐκ τοῦ γραφείου Τριπόλεως εἰς τὸ γραφεῖον Μεγαλοπόλεως, Π. Σακελλαρίου ἐκ τοῦ γραφείου Λαμίας εἰς τὸ γραφεῖον Στυλίδος καὶ Κ. Μαρκογιαννάκης ἐκ τοῦ γραφείου Χανίων εἰς τὸ γραφεῖον Ἡρακλείου. Ἐπίσης διορίζονται δόκιμοι διὰ τὴν τηλεγραφικὴν ὑπηρεσίαν οἱ κ.κ. Ν. Γεωργίου, Α. Παπαδημητρίου, Σ. Κωνσταντινίδης καὶ Ι. Ἀναστασίου.	[1330, 884, 1590, 1169]
encyclical-headline: ΠΑΤΡΙΑΡΧΙΚΗ ΕΓΚΥΚΛΙΟΣ ΠΕΡΙ ΤΩΝ ΕΚΛΟΓΩΝ	[638, 1217, 1300, 1247]
market-row	[40, 287, 358, 300]
market-security: Θεσσαλ.	[42, 430, 90, 444]
divider	[1330, 877, 1590, 878]
lower-text-1: εὐημερίαν τῶν ὑπηκόων του. Τῷ παρουσίᾳ δὲ τὰ ζητήματα ὅσα εἶχε ὑπ' ὄψει πρὸς ρύθμισιν ἐξετάζονται ἀμέσως. Ὁ σκοπὸς εἶνε νὰ ἐξασφαλίσῃ ἡ Κυβέρνησις εἰς ὅλους τοὺς ὑπηκόους τὴν ἴσην προστασίαν καὶ τὴν ἐλευθερίαν, ἄνευ διακρίσεως γένους καὶ θρησκεύματος, ἐπὶ τῇ βάσει τοῦ Συντάγματος.	[619, 1637, 847, 1772]
minister-title: Ο ΥΠΟΥΡΓΟΣ	[650, 1507, 816, 1533]
market-price: 107.75	[317, 482, 356, 496]
kopani-lead: Κοπάσην. Καὶ τοῦτο δίδει μόνον εἰς τοὺς φίλους τοῦ ἡγεμόνος Σαμίου ἀφῆνε πλήρης ἐλευθερία νὰ τοὺς πλησιάσουν.	[40, 839, 358, 889]
market-row	[40, 495, 358, 508]
market-price: 265.—	[320, 404, 356, 418]
market-price: 86.62	[324, 274, 356, 288]
divider	[368, 954, 611, 955]
kopani-text: Ὁ Κοπάσης τῆς οἰκοδομῆς βασιλεύματος, ἐξακολουθεῖ ἀφρονέστερον τῆς μέχρι τοῦδε διαγωγῆς του. Ἐν ἐκ τῶν τελευταίων πραξικοπημάτων τοῦ ὑπὸ καρατομίαν ἐκκλησιαστικοῦ φύλακος, διότι ἐλαβεν αὐτὸς τηλεγράφημα ἐκ τῶν ἐν Ἀθήναις μόνως, ἐκ τῶν τε Σε' οὗ τὰ ἀγγελθέντα ἡ ἐκ τῶν πληρωμάτων. Ὁ ἡγεμὼν ἐμιανεν, ἐκάλεσε δὲ ἔκτακτον χωροφύλακα τὸν υἱὸν Φιλῶν καὶ εἶτα πρὸς τὸ Ἐμπρὸς ἔγραψεν πληροφορίας ἀναγκαίας διὰ τὸ ὑπουργεῖον.	[40, 929, 358, 1115]
main-subhead: ΙΔ. ΤΗΛ. ΤΟΥ «ΕΜΠΡΟΣ» ΤΟΥ ΣΥΝΤΑΚΤΟΥ ΜΑΣ	[747, 402, 1191, 421]
lower-columns	[619, 1280, 1326, 2120]
market-security: Ἠλεκτρικῆς	[42, 482, 110, 496]
main-col-c	[1091, 430, 1326, 1043]
market-row	[40, 313, 358, 326]
memorial-name: ΑΝΑΣΤΑΣΙΟΥ ΠΑΠΑΣΤΟΡΙΟΥ	[1361, 1610, 1559, 1625]
press-title: ΕΠΙ ΤΟΥ ΠΙΕΣΤΗΡΙΟΥ	[1330, 112, 1590, 170]
lower-col-b	[855, 1280, 1084, 1862]
main-area	[619, 104, 1326, 2227]
efforts-text: ΒΙΕΝΝΗ, Σαβ. πρωία. — Τηλεγραφοῦσιν ἐκ Κων/πόλεως ὅτι κατὰ τὴν παροῦσαν στιγμὴν ἡ Ἀγγλία προσπαθεῖ νὰ ἀποσπάσῃ ἀπὸ τὴν Τουρκίαν προνόμια χάριν τοῦ ἐμπορίου της. Ἡ Αὐστρία ἐξάλλου ἐπιδιώκει ἐπίσης ἐλευθέρας αἱ θύραι τοῦ ἐμπορίου εἰς τὸν διεθνῆ συναγωνισμόν.	[1098, 481, 1326, 633]
xanthi-continuation: γένεσιν ἐκ Ῥοδόπης, εἰσηγήσει τοῦ Βουλγαρικοῦ Κομιτάτου καὶ ἐνισχύσει διαφόρων κομιτατζήδων ὑπὸ τὴν προσχημα καπνεργατῶν διαμενόντων ἐν Ξάνθῃ, μετέβησαν ὡς καταλάβωσιν ἕνα τῶν Ἑλληνικῶν ναῶν, οὕτως ἐξεβίασαν τὴν θύραν καὶ εἰσῆλθον ἐν αὐτῷ, ἐγκαθιδρύσαντες καὶ σχισματικὸν ἱερέα. Τὸ θρασύτατον τοῦτο πραξικόπημα ἀνεστάτωσε τοὺς ἐν Ξάνθῃ πολυπληθεστάτους Ἕλληνας ἀπειλήσαντας διαβιβάσαι κατὰ τῶν ἐργαστηρίων καὶ μέτρα βίαια κατ' αὐτῶν πρὸς περιορισμὸν ἐφαρμογῆς ἐξαιρετικὰς τῆς Ἑλληνικῆς κοινότητος. Τὰ πράγματα ἠναγκασαν τοὺς Βουλγάρους ν' ἀποσυρθῶσι τοῦ Ἑλληνικοῦ ναοῦ, ἐν τούτοις ἡ τάραξις ἐξῆψεν ἐν αὐτοῖς, ὡς ἐκπροσώπους καὶ αὐτοί, ἐξ ἴσου μετὰ τῶν Ἑλλήνων, ἐπιμελούμενοι τοῦ... Συνεχίζεται.	[368, 107, 611, 496]
efforts-title-2: ΑΓΓΛΙΑΣ ΚΑΙ ΑΥΣΤΡΙΑΣ	[1118, 460, 1306, 477]
market-price: 57.—	[176, 456, 205, 470]
market-security: Πιστ. Ἐτ. Ετ.	[42, 391, 117, 405]
market-price: 51.—	[327, 417, 356, 431]
market-row	[40, 443, 358, 456]
market-row	[40, 339, 358, 352]
market-row	[40, 365, 358, 378]
market-security: Λίραι Ἀγγλίας	[208, 469, 289, 483]
market-security: Ch. Thessalie	[208, 365, 284, 379]
market-security: Bque d'Athènes	[208, 391, 297, 405]
market-price: 27.—	[327, 508, 356, 522]
damages-title-2: ΤΩΝ ΣΚΟΠΙΩΝ	[887, 1027, 1059, 1052]
market-row	[40, 482, 358, 495]
main-headline-2: ΕΙΣ ΤΗΝ ΜΑΚΕΔΟΝΙΑΝ	[676, 291, 1262, 342]
suicide-text: Τηλεφωνικῶς ἀνηγγέλθη χθὲς τὴν νύκτα ἐκ Κηφισσιᾶς εἰς τὴν διεύθυνσιν τῆς Ἀστυνομίας ὅτι ἡ ὑπηρέτρια τῆς ἐπαύλεως τοῦ κ. Ν. Κανελλοπούλου Ἀλέξω χήρα Κορτέση τὸ γένος Σκιαδᾶ εὑρέθη νεκρὰ εἰς τὸ δωμάτιον αὐτῆς, πιοῦσα δηλητήριον. Κατὰ τὰς πληροφορίας ἡ Κορτέση ἔλαβε τὴν ἀπόφασιν ταύτην ἕνεκα οἰκογενειακῶν λόγων. Οἱ λόγοι δὲ τῆς πράξεως αὐτῆς εἶνε ἄγνωστοι.	[1330, 1201, 1590, 1366]
patriarchal-title: ΠΑΤΡΙΑΡΧΙΚΗ ΕΓΚΥΚΛΙΟΣ	[865, 1474, 1081, 1490]
monastir-title: ΤΑ ΜΑΚΕΔΟΝΙΚΑ ΣΩΜΑΤΑ	[389, 960, 590, 976]
market-price: 107.50	[317, 495, 356, 509]
encyclical-subhead: ΙΔΙΑΙΤΕΡΑ ΤΗΛΕΓΡΑΦΗΜΑΤΑ ΤΟΥ «ΕΜΠΡΟΣ»	[779, 1255, 1159, 1271]
constans-text: ΒΙΕΝΝΗ, Σάββ. πρωία. — Τηλεγραφοῦσιν ἐκ Κων/πόλεως ὅτι ὁ τέως πρεσβευτὴς τῆς Γαλλίας κ. Κωνστὰν ἐπανέκαμψεν εἰς τὴν θέσιν του αὐτοῦ.	[862, 608, 1084, 709]
market-security: Ἀμοιβ. Ἔργων	[42, 469, 122, 483]
market-security: Hellenique	[208, 287, 270, 301]
market-security: Bâtiin	[208, 404, 243, 418]
divider	[40, 831, 358, 832]
main-columns	[619, 430, 1326, 1150]
market-price: 50.—	[327, 300, 356, 314]
german-minister-title: ΓΕΡΜΑΝΟΥ ΥΠΟΥΡΓΟΥ	[1360, 228, 1560, 247]
refutation-headline: ΑΝΑΙΡΕΣΙΣ ΨΕΥΔΟΛΟΓΙΩΝ	[685, 1170, 1253, 1214]
divider	[368, 1495, 611, 1496]
market-price: 75.—	[176, 495, 205, 509]
press-subtitle: ΙΔΙΑΙΤ. ΤΗΛΕΓΡΑΦΗΜΑΤΑ ΤΟΥ «ΕΜΠΡΟΣ» ΑΠ' ΕΥΘΕΙΑΣ	[1357, 268, 1563, 299]
market-price: 21.—	[327, 365, 356, 379]
divider	[40, 182, 358, 183]
berlin-text-2: ΒΕΡΟΛΙΝΟΝ, Σάββατον πρωία. — Αἱ ἐργασίαι τῶν μεγάλων ναυπηγείων τοῦ «Βουλκὰν» ἐν Στεττίνῳ ἐπανήρξαντο ἐν μέρει μόνον. Ἡ διεύθυνσις τῶν ναυπηγείων, ἥτις εἶχε διακόψει ἐντελῶς τὰς ἐργασίας, ἐκάλεσε τοὺς θέλοντας ἐκ τῶν ἐργατῶν νὰ ἐπανέλθωσιν ὑπὸ ὅρους προτέρους, ἐν τούτοις ὀλίγοι μόνον ἐπανῆλθον. Οἱ λοιποὶ ἐργάται ἐπιμένουσι εἰς τὰς ἀξιώσεις αὐτῶν καὶ ἡ ἀπεργία τείνει νὰ παραταθῇ.	[1330, 607, 1590, 810]
program-title-2: ΤΩΝ ΝΕΟΤΟΥΡΚΩΝ	[889, 742, 1057, 788]
nothing-good-text: «Ἐπειτα δὲν ἐγίνετο κατὰ τρόπον σοβαρὸν διὰ τὴν κανονικὴν ἐκπαίδευσιν καὶ τὴν ἀνάπτυξιν τοῦ πλούτου τῆς χώρας καὶ τῆς εὐημερίας τοῦ λαοῦ. «Ἡ ἰδέα διέκειτο πρωτοβούλως ἐθεωρεῖτο ὡς ὑπονομεύουσα τὴν ἀσφάλειαν τοῦ Κράτους, πᾶσα δὲ πρωτοβουλία ἀπαγορεύετο αὐστηρῶς ὑπὸ τῆς ἀπολυταρχικῆς διοικήσεως ἡ ὁποία ἐθεώρει ἔχθρους αὐτῆς πάντας τοὺς μὴ ὑποκύπτοντας τυφλῶς εἰς τὰς ἐπιταγάς της.»	[368, 2088, 611, 2283]
column-6	[1330, 106, 1590, 2227]
market-security: Ὁμ. Μελιγκᾶ	[42, 287, 115, 301]
market-security: Ἐθνική	[42, 274, 83, 288]
market-price: 134.—	[169, 378, 205, 392]
interview-subtitle: ΤΙ ΕΙΠΕΝ ΕΙΣ ΤΗΝ ΠΑΡΙΣ. «ΠΡΩΙΑΝ»	[401, 1621, 578, 1652]
xanthi-metropolitan-text: Ἀφίκετο σήμερον ἐν Ξάνθῃ ὁ Μητροπολίτης Ξάνθης κ. Ἰωακεὶμ ἐκ τῶν διαπραγματεύσεων τῆς πρὸς τὸ Ἁγ. Ὄρος Ἐπιστολῆς ἐπισκέψεως. Ὁ Ἅγιος Ξάνθης ἀπεβιβάσθη μετὰ πομπῆς διεδράμησαν ἐν τῇ Ἰ. Συνόδῳ. Εἶνε δὲ ἐκ τῶν μᾶλλον νομιμοφρόνων προσώπων ἐν Τουρκίᾳ.	[368, 1334, 611, 1486]
main-headline-3: ΤΑ ΕΛΛΗΝΙΚΑ ΣΧΟΛΕΙΑ ΕΝ ΗΠΕΙΡΩ	[669, 365, 1269, 395]
market-price: —	[345, 326, 356, 340]
vulcan-subtitle: ΙΔ. ΤΗΛ. «ΕΜΠΡΟΣ» ΑΠ' ΕΥΘΕΙΑΣ	[1346, 585, 1574, 599]
market-security: Σιδηρ. Α. Π.	[42, 417, 109, 431]
market-price: 39.—	[176, 417, 205, 431]
